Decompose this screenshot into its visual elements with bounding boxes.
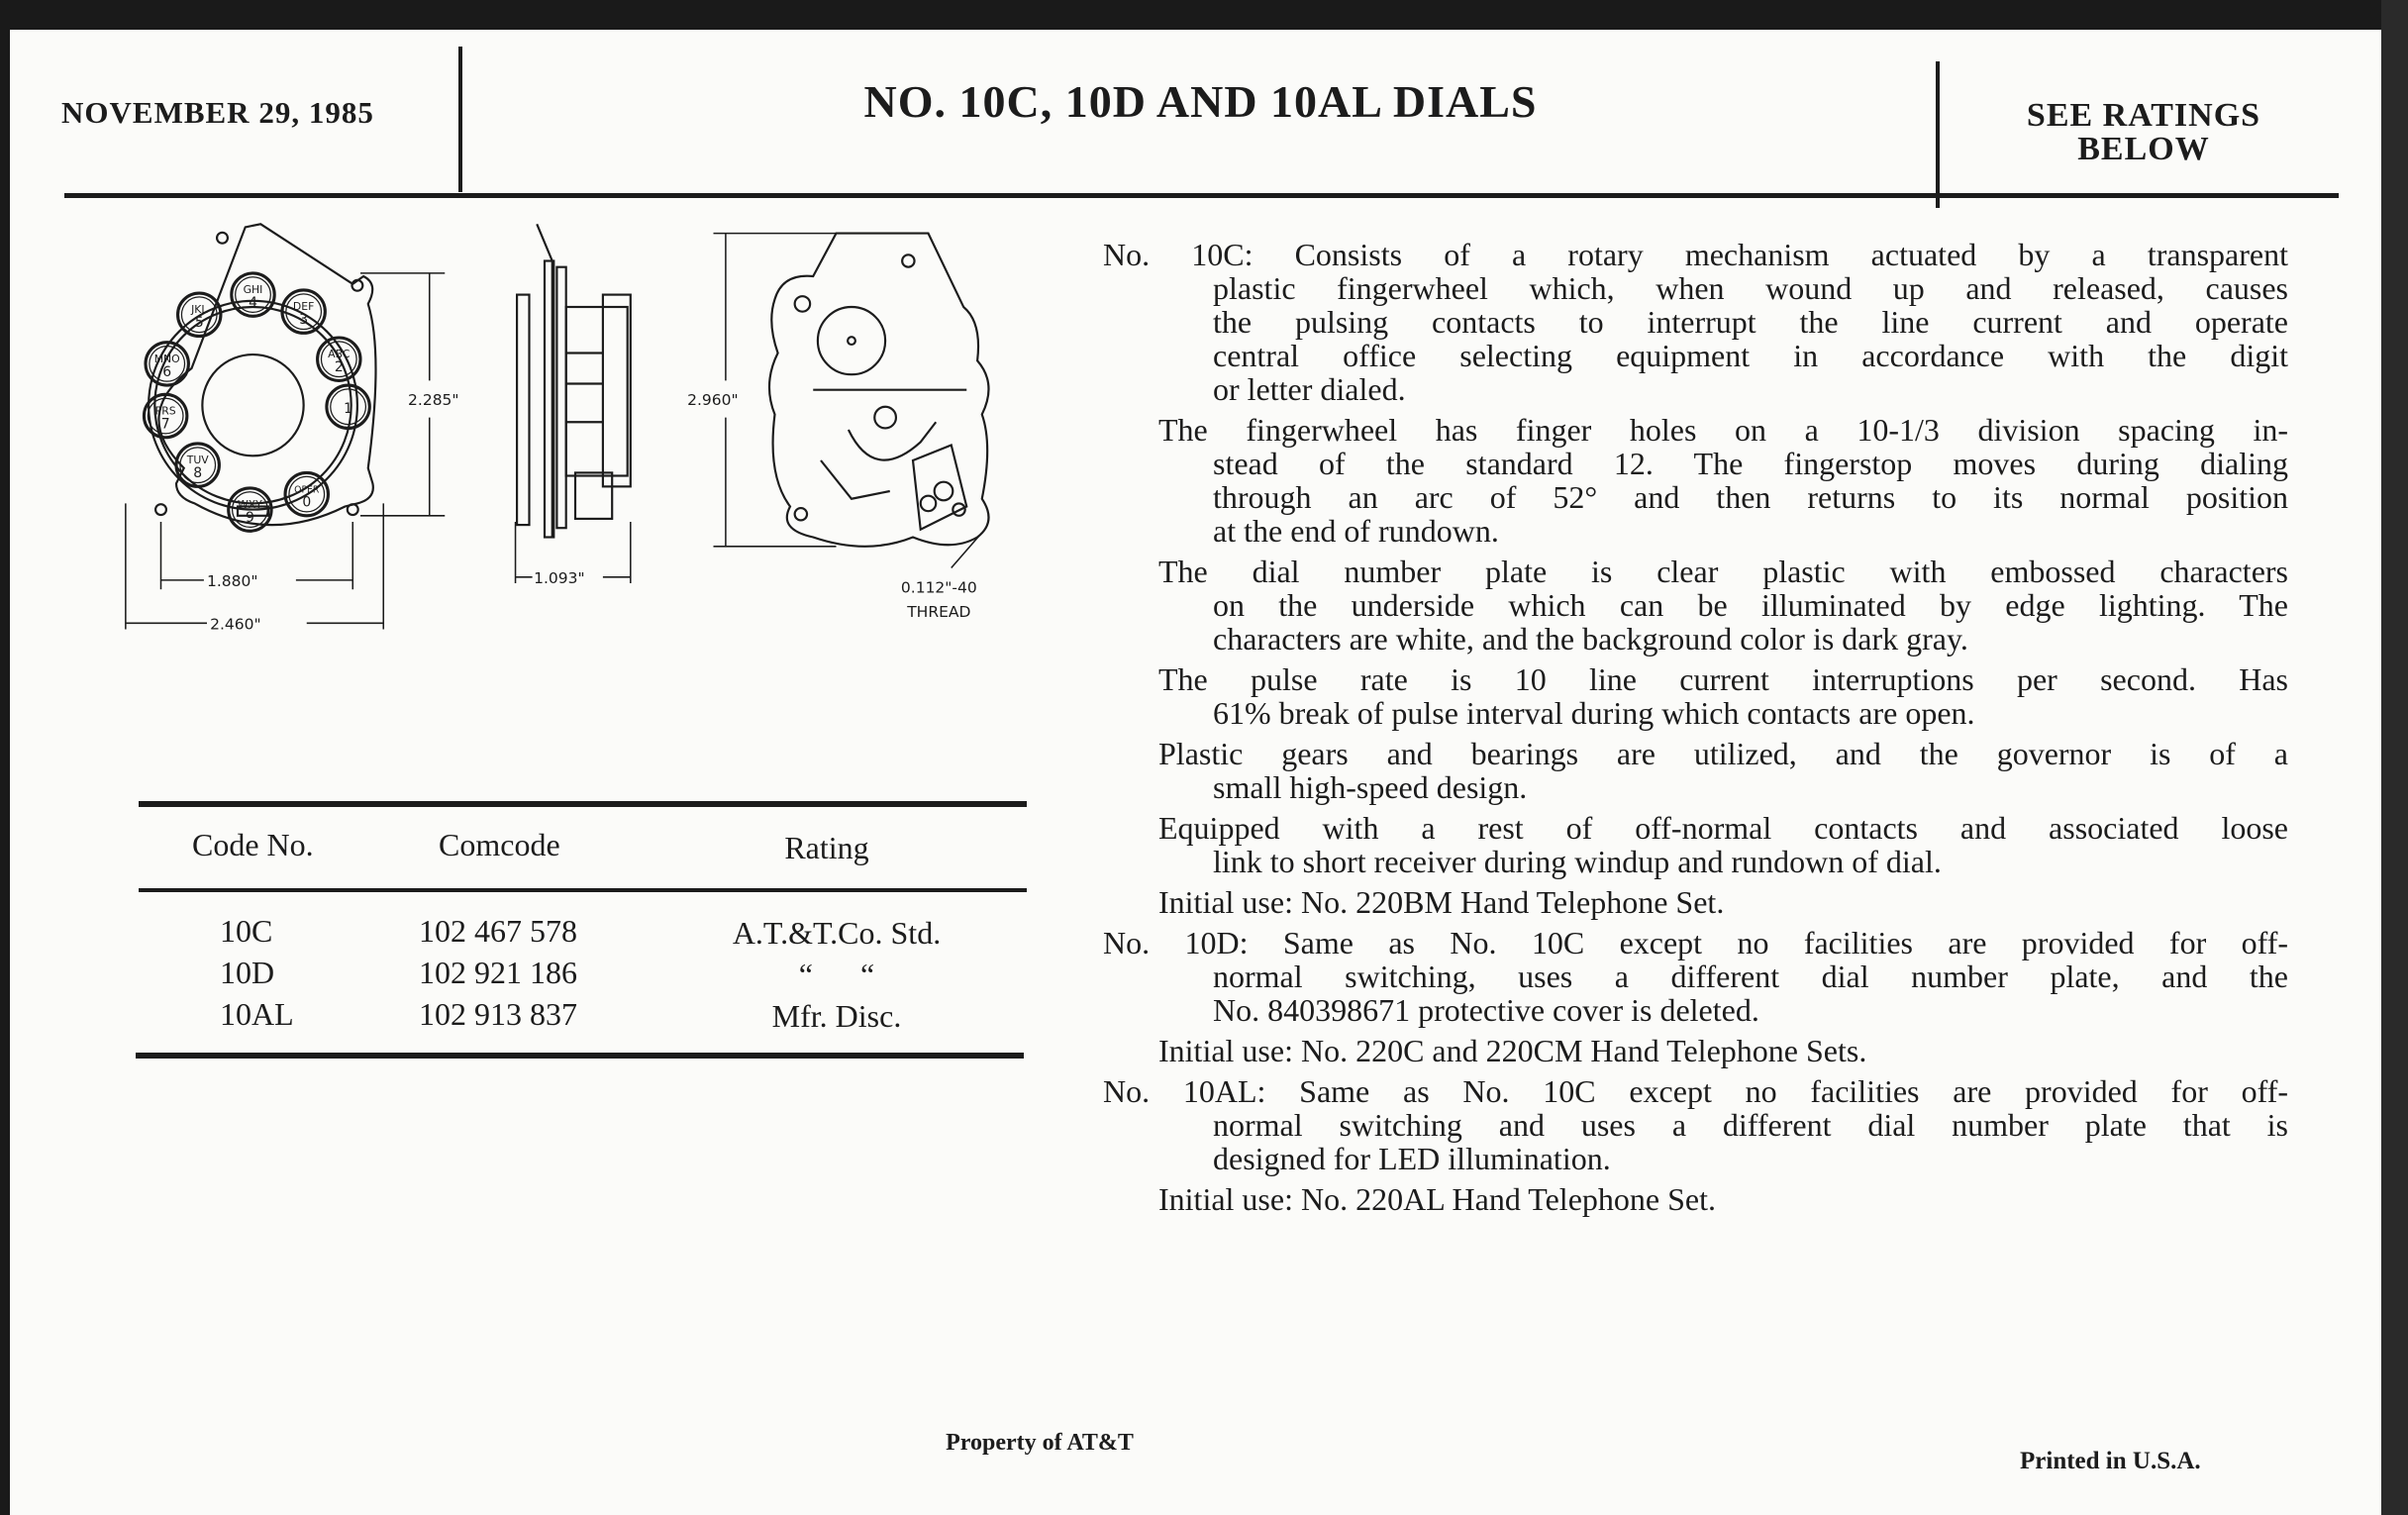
footer-property: Property of AT&T: [946, 1430, 1134, 1456]
text-line: the pulsing contacts to interrupt the line current and operate: [1213, 304, 2288, 340]
dim-side-depth: 1.093": [534, 569, 585, 587]
rating-note-line1: SEE RATINGS: [2026, 97, 2261, 134]
text-line: Initial use: No. 220BM Hand Telephone Set.: [1158, 884, 1725, 920]
text-line: Equipped with a rest of off-normal contacts and associated loose: [1158, 810, 2288, 846]
text-line: small high-speed design.: [1213, 769, 1528, 805]
paragraph: [1103, 885, 2288, 919]
text-line: No. 10AL: Same as No. 10C except no facilities are provided for off-: [1103, 1073, 2288, 1109]
text-line: normal switching and uses a different dial number plate that is: [1213, 1107, 2288, 1143]
text-line: The dial number plate is clear plastic with embossed characters: [1158, 554, 2288, 589]
rating-note: [1946, 99, 2342, 166]
dial-drawings: [115, 215, 1036, 645]
paragraph: [1103, 662, 2288, 730]
hole-digit: 6: [162, 363, 172, 380]
scan-edge: [2381, 0, 2408, 1515]
footer-printed: Printed in U.S.A.: [2020, 1448, 2201, 1474]
hole-digit: 5: [194, 315, 204, 332]
hole-digit: 1: [344, 400, 353, 417]
hole-letters: ABC: [328, 348, 351, 361]
cell-code: 10AL: [220, 996, 294, 1032]
paragraph: [1103, 238, 2288, 406]
text-line: No. 10C: Consists of a rotary mechanism actuated by a transparent: [1103, 237, 2288, 272]
hole-digit: 8: [193, 465, 203, 482]
text-line: link to short receiver during windup and rundown of dial.: [1213, 844, 1942, 879]
paragraph: [1103, 555, 2288, 656]
text-line: at the end of rundown.: [1213, 513, 1499, 549]
col-header-rating: Rating: [784, 830, 869, 865]
cell-rating: Mfr. Disc.: [771, 998, 902, 1034]
text-line: designed for LED illumination.: [1213, 1141, 1611, 1176]
text-line: plastic fingerwheel which, when wound up and released, causes: [1213, 270, 2288, 306]
cell-comcode: 102 467 578: [419, 913, 577, 949]
finger-hole-2: [318, 338, 360, 380]
dial-rear-view: [769, 234, 989, 547]
dim-hole-spacing: 1.880": [207, 572, 258, 591]
hole-digit: 4: [249, 295, 257, 311]
hole-letters: GHI: [243, 283, 263, 297]
cell-rating: “ “: [798, 957, 875, 992]
paragraph: [1103, 926, 2288, 1027]
hole-digit: 3: [299, 312, 309, 329]
cell-comcode: 102 921 186: [419, 955, 577, 990]
hole-digit: 0: [302, 494, 312, 511]
table-bottom-rule: [136, 1053, 1024, 1059]
page-title: NO. 10C, 10D AND 10AL DIALS: [863, 76, 1538, 127]
text-line: Initial use: No. 220C and 220CM Hand Telephone Sets.: [1158, 1033, 1867, 1068]
text-line: through an arc of 52° and then returns to its normal position: [1213, 479, 2288, 515]
hole-letters: DEF: [292, 300, 315, 314]
dial-side-view: [517, 224, 631, 537]
hole-digit: 7: [160, 416, 170, 433]
col-header-comcode: Comcode: [439, 827, 560, 862]
cell-code: 10C: [220, 913, 273, 949]
text-line: Plastic gears and bearings are utilized, and the governor is of a: [1158, 736, 2288, 771]
header-divider-left: [458, 47, 462, 192]
hole-digit: 2: [334, 359, 344, 376]
thread-label-1: 0.112"-40: [900, 578, 977, 597]
text-line: The pulse rate is 10 line current interruptions per second. Has: [1158, 661, 2288, 697]
text-line: or letter dialed.: [1213, 371, 1406, 407]
finger-hole-4: [232, 273, 274, 316]
text-line: characters are white, and the background color is dark gray.: [1213, 621, 1968, 656]
thread-label-2: THREAD: [907, 603, 971, 622]
text-line: 61% break of pulse interval during which contacts are open.: [1213, 695, 1975, 731]
hole-letters: MNO: [153, 352, 180, 365]
hole-letters: OPER: [294, 484, 320, 496]
table-top-rule: [139, 801, 1027, 807]
finger-hole-3: [282, 290, 325, 333]
hole-letters: PRS: [154, 404, 176, 418]
header-divider-right: [1936, 61, 1940, 208]
paragraph: [1103, 1182, 2288, 1216]
paragraph: [1103, 737, 2288, 804]
finger-hole-7: [144, 394, 186, 437]
text-line: on the underside which can be illuminated by edge lighting. The: [1213, 587, 2288, 623]
text-line: No. 840398671 protective cover is deleted.: [1213, 992, 1759, 1028]
hole-letters: JKL: [191, 303, 208, 317]
dim-front-width: 2.460": [210, 615, 261, 634]
rating-note-line2: BELOW: [2077, 131, 2210, 167]
center-plate: [202, 354, 303, 455]
finger-hole-8: [176, 444, 219, 486]
paragraph: [1103, 1074, 2288, 1175]
hole-letters: TUV: [186, 454, 209, 467]
hole-letters: WXY: [238, 498, 262, 512]
text-line: stead of the standard 12. The fingerstop moves during dialing: [1213, 446, 2288, 481]
text-line: The fingerwheel has finger holes on a 10-1/3 division spacing in-: [1158, 412, 2288, 448]
cell-code: 10D: [220, 955, 275, 990]
finger-hole-0: [285, 472, 328, 515]
paragraph: [1103, 811, 2288, 878]
cell-rating: A.T.&T.Co. Std.: [732, 915, 942, 951]
col-header-code: Code No.: [192, 827, 314, 862]
dim-front-height: 2.285": [408, 391, 459, 410]
dimension-labels: [207, 391, 977, 633]
text-line: central office selecting equipment in accordance with the digit: [1213, 338, 2288, 373]
description-text: [1103, 238, 2288, 1223]
finger-hole-6: [146, 343, 188, 385]
text-line: Initial use: No. 220AL Hand Telephone Set.: [1158, 1181, 1716, 1217]
header-rule: [64, 193, 2339, 198]
issue-date: NOVEMBER 29, 1985: [61, 95, 374, 130]
table-header-rule: [139, 888, 1027, 892]
finger-hole-1: [327, 385, 369, 428]
paragraph: [1103, 413, 2288, 548]
hole-digit: 9: [245, 510, 254, 526]
dim-rear-height: 2.960": [687, 391, 739, 410]
paragraph: [1103, 1034, 2288, 1067]
text-line: No. 10D: Same as No. 10C except no facilities are provided for off-: [1103, 925, 2288, 960]
cell-comcode: 102 913 837: [419, 996, 577, 1032]
text-line: normal switching, uses a different dial number plate, and the: [1213, 959, 2288, 994]
